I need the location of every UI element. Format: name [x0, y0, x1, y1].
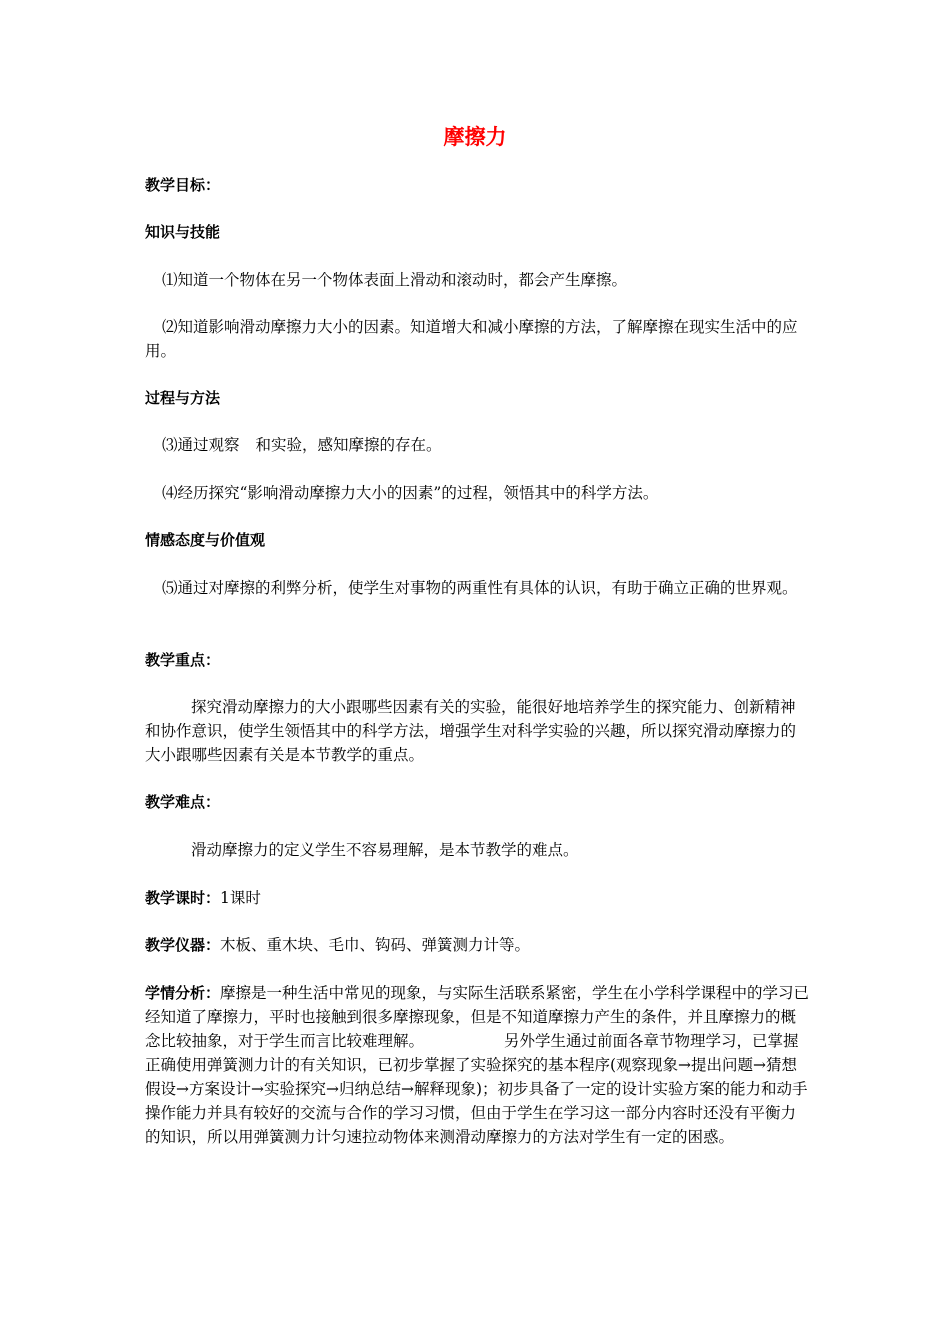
analysis-paragraph	[145, 981, 810, 1149]
instruments-heading: 教学仪器：	[145, 936, 221, 954]
process-item-3-part2: 和实验，感知摩擦的存在。	[255, 436, 442, 454]
instruments-text: 木板、重木块、毛巾、钩码、弹簧测力计等。	[220, 936, 531, 954]
knowledge-item-2: ⑵知道影响滑动摩擦力大小的因素。知道增大和减小摩擦的方法，了解摩擦在现实生活中的应用。	[145, 318, 798, 360]
emotion-heading: 情感态度与价值观	[145, 531, 266, 549]
analysis-text-part1: 摩擦是一种生活中常见的现象，与实际生活联系紧密，学生在小学科学课程中的学习已经知道了摩擦力，平时也接触到很多摩擦现象，但是不知道摩擦力产生的条件，并且摩擦力的概念比较抽象，对于学生而言比较难理解。	[145, 984, 810, 1050]
hours-paragraph	[145, 886, 810, 910]
key-point-heading: 教学重点：	[145, 651, 221, 669]
key-point-text: 探究滑动摩擦力的大小跟哪些因素有关的实验，能很好地培养学生的探究能力、创新精神和协作意识，使学生领悟其中的科学方法，增强学生对科学实验的兴趣，所以探究滑动摩擦力的大小跟哪些因素有关是本节教学的重点。	[145, 698, 797, 764]
analysis-heading: 学情分析：	[145, 984, 221, 1002]
difficulty-text: 滑动摩擦力的定义学生不容易理解，是本节教学的难点。	[191, 841, 579, 859]
knowledge-item-1: ⑴知道一个物体在另一个物体表面上滑动和滚动时，都会产生摩擦。	[162, 271, 628, 289]
process-heading: 过程与方法	[145, 389, 221, 407]
hours-heading: 教学课时：	[145, 889, 221, 907]
instruments-paragraph	[145, 933, 810, 957]
objectives-heading: 教学目标：	[145, 176, 221, 194]
emotion-item-5: ⑸通过对摩擦的利弊分析，使学生对事物的两重性有具体的认识，有助于确立正确的世界观。	[162, 579, 798, 597]
document-title: 摩擦力	[443, 125, 507, 149]
process-item-4: ⑷经历探究“影响滑动摩擦力大小的因素”的过程，领悟其中的科学方法。	[162, 484, 659, 502]
process-item-3-part1: ⑶通过观察	[162, 436, 240, 454]
analysis-text-part2: 另外学生通过前面各章节物理学习，已掌握正确使用弹簧测力计的有关知识，已初步掌握了实验探究的基本程序(观察现象→提出问题→猜想假设→方案设计→实验探究→归纳总结→解释现象)；初步具备了一定的设计实验方案的能力和动手操作能力并具有较好的交流与合作的学习习惯，但由于学生在学习这一部分内容时还没有平衡力的知识，所以用弹簧测力计匀速拉动物体来测滑动摩擦力的方法对学生有一定的困惑。	[145, 1032, 808, 1146]
knowledge-heading: 知识与技能	[145, 223, 221, 241]
process-item-3	[145, 433, 810, 457]
hours-text: 1课时	[220, 889, 261, 907]
difficulty-heading: 教学难点：	[145, 793, 221, 811]
